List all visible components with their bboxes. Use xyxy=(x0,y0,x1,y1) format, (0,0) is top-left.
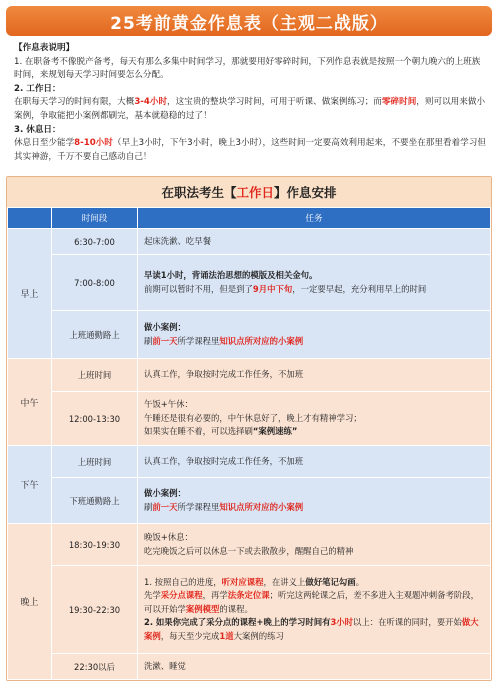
task-cell: 起床洗漱、吃早餐 xyxy=(138,229,491,255)
table-row xyxy=(8,359,491,392)
task-text: 如果实在睡不着，可以选择刷 xyxy=(144,426,253,437)
task-line xyxy=(144,425,484,439)
time-cell: 上班时间 xyxy=(52,359,138,392)
task-highlight: 1道 xyxy=(219,630,234,641)
task-line: 早读1小时，背诵法治思想的模版及相关金句。 xyxy=(144,270,318,280)
task-line: 吃完晚饭之后可以休息一下或去散散步，醒醒自己的精神 xyxy=(144,545,354,556)
task-highlight: 前一天 xyxy=(152,335,178,346)
task-text: ，一定要早起，充分利用早上的时间 xyxy=(292,283,427,294)
task-highlight: 法条定位课 xyxy=(227,590,270,601)
task-highlight: 知识点所对应的小案例 xyxy=(219,501,304,512)
schedule-title-workday: 工作日 xyxy=(236,185,274,200)
task-text: 。 xyxy=(355,576,365,587)
schedule-title-a: 在职法考生【 xyxy=(161,185,237,200)
task-text: 刷 xyxy=(144,501,153,512)
table-row xyxy=(8,478,491,524)
task-line xyxy=(144,576,484,590)
task-highlight: 做大案例 xyxy=(144,617,479,641)
notes-paragraph-1: 1. 在职备考不像脱产备考，每天有那么多集中时间学习，那就要用好零碎时间，下列作息表就是按照一个朝九晚六的上班族时间，来规划每天学习时间要怎么分配。 xyxy=(14,56,481,81)
task-highlight: 前一天 xyxy=(152,501,178,512)
task-cell xyxy=(138,478,491,524)
task-text: 大案例的练习 xyxy=(233,630,284,641)
task-highlight: 知识点所对应的小案例 xyxy=(219,335,304,346)
task-highlight: 案例模型 xyxy=(185,603,220,614)
task-line xyxy=(144,501,484,515)
time-cell: 上班时间 xyxy=(52,446,138,478)
task-cell xyxy=(138,524,491,566)
task-text: ，每天至少完成 xyxy=(160,630,220,641)
task-text: 以上：在听课的同时，要开始 xyxy=(353,617,462,628)
task-text: ，再学 xyxy=(202,590,228,601)
task-highlight: 3小时 xyxy=(330,617,354,628)
table-row xyxy=(8,566,491,654)
task-highlight: 采分点课程 xyxy=(160,590,203,601)
task-cell: 认真工作，争取按时完成工作任务，不加班 xyxy=(138,446,491,478)
rest-hours: 8-10小时 xyxy=(74,138,113,149)
notes-section xyxy=(6,36,492,174)
task-line: 做小案例： xyxy=(144,488,186,498)
notes-heading: 【作息表说明】 xyxy=(14,43,75,53)
task-highlight: 9月中下旬 xyxy=(252,283,293,294)
task-cell xyxy=(138,255,491,311)
rest-paragraph xyxy=(14,137,486,164)
task-text: 所学课程里 xyxy=(177,501,220,512)
task-highlight: “案例速练” xyxy=(252,426,298,437)
task-text: 所学课程里 xyxy=(177,335,220,346)
task-line: 晚饭+休息： xyxy=(144,532,193,542)
time-cell: 12:00-13:30 xyxy=(52,392,138,446)
time-cell: 22:30以后 xyxy=(52,654,138,680)
task-text: 前期可以暂时不用，但是到了 xyxy=(144,283,253,294)
table-row xyxy=(8,229,491,255)
workday-text-c: ，这宝贵的整块学习时间，可用于听课、做案例练习；而 xyxy=(167,97,382,108)
period-morning: 早上 xyxy=(8,229,52,359)
time-cell: 下班通勤路上 xyxy=(52,478,138,524)
period-afternoon: 下午 xyxy=(8,446,52,524)
header-task: 任务 xyxy=(138,208,491,229)
task-text: 1. 按照自己的进度， xyxy=(144,576,222,587)
page-title: 25考前黄金作息表（主观二战版） xyxy=(6,6,492,36)
rest-heading: 3. 休息日： xyxy=(14,124,61,135)
task-cell xyxy=(138,311,491,359)
time-cell: 7:00-8:00 xyxy=(52,255,138,311)
table-row xyxy=(8,255,491,311)
table-row xyxy=(8,446,491,478)
table-row xyxy=(8,392,491,446)
workday-text-a: 在职每天学习的时间有限，大概 xyxy=(14,97,135,108)
task-text: 的课程。 xyxy=(219,603,253,614)
task-line xyxy=(144,283,484,297)
period-evening: 晚上 xyxy=(8,524,52,680)
task-text: 先学 xyxy=(144,590,161,601)
task-line: 午饭+午休： xyxy=(144,399,193,410)
time-cell: 上班通勤路上 xyxy=(52,311,138,359)
rest-text-a: 休息日至少能学 xyxy=(14,138,75,149)
task-highlight: 做好笔记勾画 xyxy=(305,576,356,587)
workday-text-e: ，则可以用来做小案例，争取能把小案例都刷完，基本就稳稳的过了！ xyxy=(14,97,486,121)
header-time: 时间段 xyxy=(52,208,138,229)
time-cell: 6:30-7:00 xyxy=(52,229,138,255)
workday-paragraph xyxy=(14,96,486,123)
workday-heading: 2. 工作日： xyxy=(14,83,61,94)
rest-text-c: （早上3小时，下午3小时，晚上3小时），这些时间一定要高效利用起来，不要坐在那里看着学习但其实神游，千万不要自己感动自己！ xyxy=(14,138,486,162)
task-line xyxy=(144,589,484,616)
task-text: ；听完这两轮课之后，差不多进入主观题冲刺备考阶段，可以开始学 xyxy=(144,590,479,614)
task-line xyxy=(144,335,484,349)
table-row xyxy=(8,654,491,680)
task-text: 2. 如果你完成了采分点的课程+晚上的学习时间有 xyxy=(144,617,331,628)
task-line: 做小案例： xyxy=(144,322,186,332)
schedule-title xyxy=(7,177,491,207)
task-line: 午睡还是很有必要的，中午休息好了，晚上才有精神学习； xyxy=(144,412,362,423)
task-cell xyxy=(138,392,491,446)
schedule-table xyxy=(7,207,491,680)
schedule-title-c: 】作息安排 xyxy=(274,185,337,200)
time-cell: 18:30-19:30 xyxy=(52,524,138,566)
table-row xyxy=(8,524,491,566)
task-highlight: 听对应课程 xyxy=(221,576,264,587)
task-cell: 洗漱、睡觉 xyxy=(138,654,491,680)
schedule-table-wrapper xyxy=(6,176,492,681)
task-cell xyxy=(138,566,491,654)
workday-hours: 3-4小时 xyxy=(134,97,168,108)
table-header-row xyxy=(8,208,491,229)
period-noon: 中午 xyxy=(8,359,52,446)
header-blank xyxy=(8,208,52,229)
task-line xyxy=(144,616,484,643)
task-cell: 认真工作，争取按时完成工作任务，不加班 xyxy=(138,359,491,392)
task-text: 刷 xyxy=(144,335,153,346)
task-text: ，在讲义上 xyxy=(263,576,306,587)
time-cell: 19:30-22:30 xyxy=(52,566,138,654)
table-row xyxy=(8,311,491,359)
workday-fragment-time: 零碎时间 xyxy=(381,97,417,108)
